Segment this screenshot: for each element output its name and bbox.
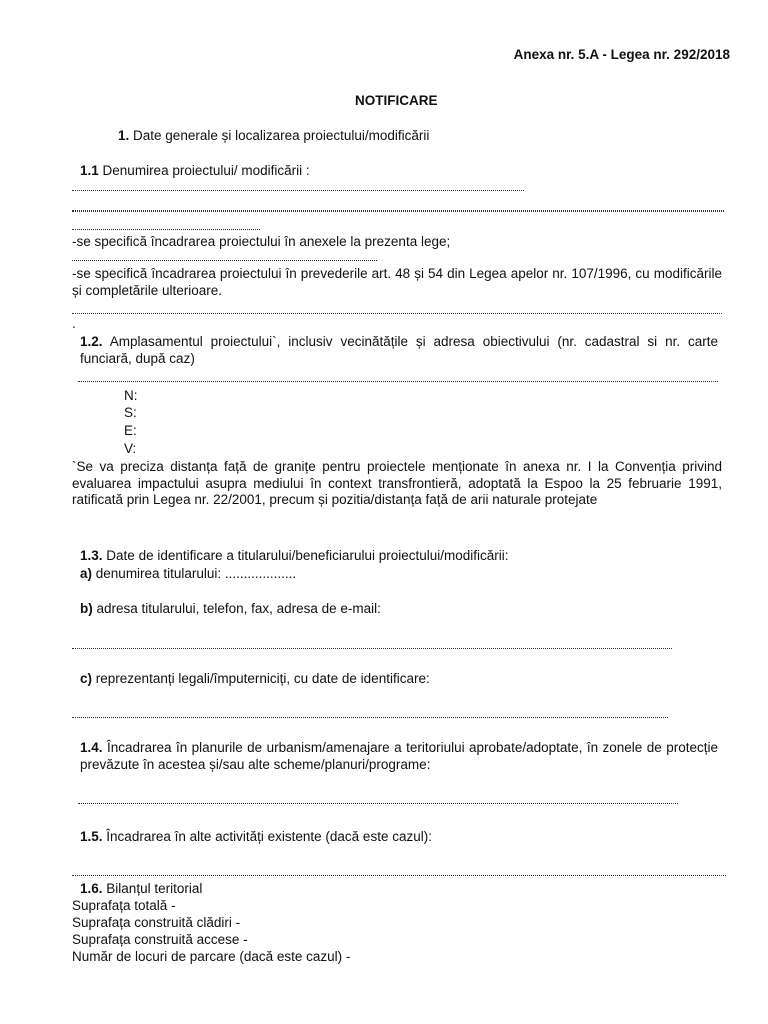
fill-line[interactable] [78, 803, 678, 804]
fill-line[interactable] [72, 229, 260, 230]
subsection-title: Denumirea proiectului/ modificării : [102, 163, 310, 178]
subsection-1-1-heading [80, 163, 310, 179]
field-text: adresa titularului, telefon, fax, adresa de e-mail: [96, 601, 381, 616]
document-title: NOTIFICARE [355, 93, 438, 108]
subsection-title: Încadrarea în planurile de urbanism/amenajare a teritoriului aprobate/adoptate, în zonele de protecție prevăzute în acestea și/sau alte scheme/planuri/programe: [80, 740, 718, 772]
subsection-1-3-heading [80, 548, 509, 564]
field-text: reprezentanți legali/împuterniciți, cu date de identificare: [95, 671, 430, 686]
fill-line[interactable] [72, 875, 726, 876]
subsection-1-6-heading [80, 881, 202, 897]
subsection-number: 1.5. [80, 829, 103, 844]
subsection-number: 1.2. [80, 334, 103, 349]
field-b [80, 601, 381, 617]
field-label: c) [80, 671, 93, 686]
field-label: a) [80, 566, 93, 581]
fill-line-double [72, 211, 724, 212]
instruction-water-law: -se specifică încadrarea proiectului în prevederile art. 48 și 54 din Legea apelor nr. 107/1996, cu modificările și completările ulterioare. [72, 266, 722, 298]
neighbor-south: S: [124, 405, 137, 420]
subsection-title: Bilanțul teritorial [106, 881, 203, 896]
fill-line[interactable] [72, 190, 524, 191]
subsection-number: 1.3. [80, 548, 103, 563]
subsection-number: 1.4. [80, 740, 103, 755]
neighbor-west: V: [124, 441, 137, 456]
neighbor-east: E: [124, 423, 137, 438]
annex-reference: Anexa nr. 5.A - Legea nr. 292/2018 [513, 47, 730, 62]
subsection-1-4-heading [80, 740, 718, 773]
section-number: 1. [118, 128, 130, 143]
section-title: Date generale și localizarea proiectului/modificării [133, 128, 430, 143]
footnote-distance: `Se va preciza distanța față de granițe pentru proiectele menționate în anexa nr. I la Convenția privind evaluarea impactului asupra mediului în context transfrontieră, adoptată la Espoo la 25 februarie 1991, ratificată prin Legea nr. 22/2001, precum și pozitia/distanța față de arii naturale protejate [72, 459, 722, 507]
field-text: denumirea titularului: ................... [95, 566, 297, 581]
subsection-1-5-heading [80, 829, 432, 845]
subsection-number: 1.1 [80, 163, 99, 178]
land-row-built-access: Suprafața construită accese - [72, 932, 248, 947]
subsection-title: Amplasamentul proiectului`, inclusiv vecinătățile și adresa obiectivului (nr. cadastral si nr. carte funciară, după caz) [80, 334, 718, 366]
subsection-title: Încadrarea în alte activități existente (dacă este cazul): [106, 829, 432, 844]
field-label: b) [80, 601, 93, 616]
subsection-title: Date de identificare a titularului/beneficiarului proiectului/modificării: [106, 548, 509, 563]
instruction-annex: -se specifică încadrarea proiectului în anexele la prezenta lege; [72, 234, 451, 249]
fill-line[interactable] [72, 717, 668, 718]
land-row-built-buildings: Suprafața construită clădiri - [72, 915, 241, 930]
fill-line[interactable] [72, 260, 377, 261]
field-c [80, 671, 430, 687]
subsection-number: 1.6. [80, 881, 103, 896]
fill-line[interactable] [78, 381, 718, 382]
section-1-heading [118, 128, 429, 144]
fill-line[interactable] [72, 313, 722, 314]
land-row-parking: Număr de locuri de parcare (dacă este cazul) - [72, 949, 351, 964]
neighbor-north: N: [124, 388, 138, 403]
subsection-1-2-heading [80, 334, 718, 367]
land-row-total-area: Suprafața totală - [72, 898, 176, 913]
fill-line[interactable] [72, 648, 672, 649]
field-a [80, 566, 296, 582]
stray-dot: . [72, 316, 76, 331]
